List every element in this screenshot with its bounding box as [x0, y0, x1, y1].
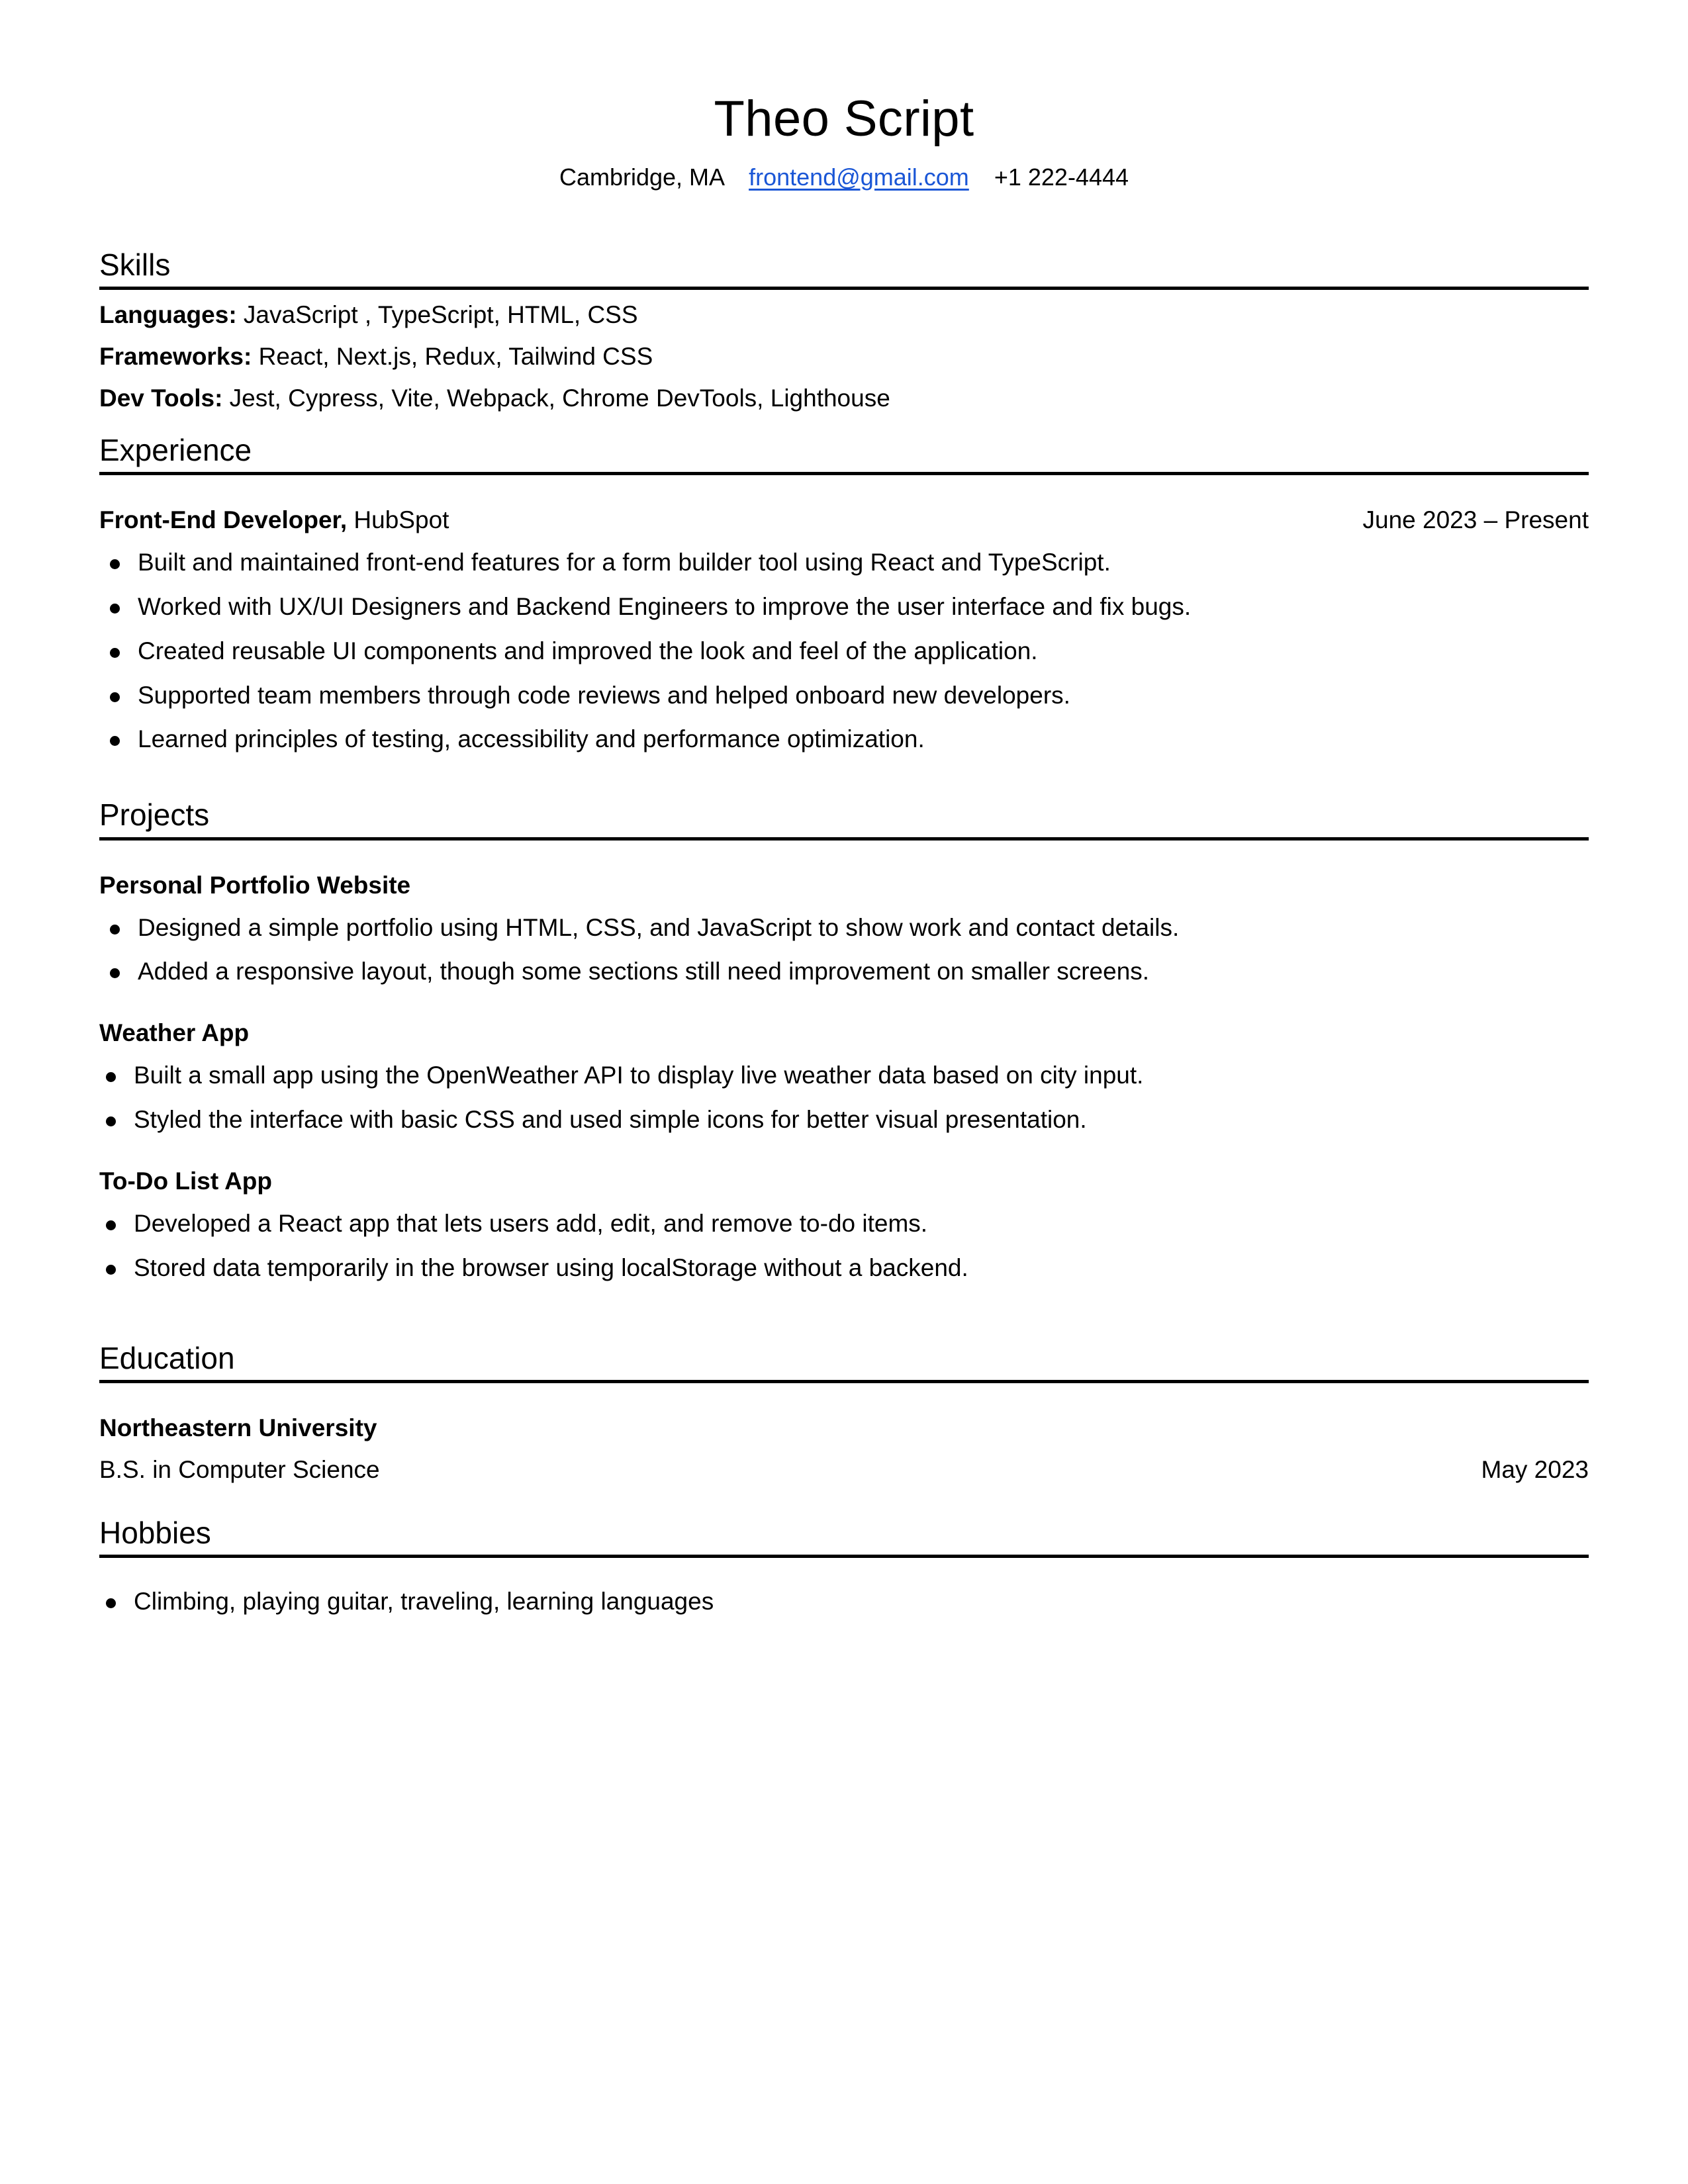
skills-value-languages: JavaScript , TypeScript, HTML, CSS: [236, 301, 638, 329]
section-heading-experience: Experience: [99, 432, 252, 467]
list-item: Built a small app using the OpenWeather API to display live weather data based on city input.: [99, 1060, 1589, 1092]
section-heading-education: Education: [99, 1340, 235, 1375]
list-item: Stored data temporarily in the browser using localStorage without a backend.: [99, 1252, 1589, 1285]
contact-location: Cambridge, MA: [559, 163, 724, 191]
skills-value-frameworks: React, Next.js, Redux, Tailwind CSS: [252, 343, 653, 371]
skills-label-languages: Languages:: [99, 301, 237, 329]
list-item: Built and maintained front-end features for a form builder tool using React and TypeScript.: [99, 547, 1589, 579]
spacer-hobbies-top: [99, 1558, 1589, 1575]
skills-label-devtools: Dev Tools:: [99, 384, 223, 412]
spacer-between-projects-1: [99, 988, 1589, 1017]
skills-value-devtools: Jest, Cypress, Vite, Webpack, Chrome DevTools, Lighthouse: [222, 384, 890, 412]
project-bullet-list-portfolio: [99, 912, 1589, 989]
education-degree-row: [99, 1454, 1589, 1486]
project-bullet-list-weather: [99, 1060, 1589, 1136]
spacer-after-experience: [99, 756, 1589, 797]
education-degree: B.S. in Computer Science: [99, 1455, 380, 1483]
contact-phone: +1 222-4444: [994, 163, 1129, 191]
experience-date: June 2023 – Present: [1362, 506, 1589, 533]
project-title-portfolio: Personal Portfolio Website: [99, 871, 411, 899]
list-item: Added a responsive layout, though some sections still need improvement on smaller screens.: [99, 956, 1589, 988]
email-link[interactable]: frontend@gmail.com: [749, 163, 969, 191]
resume-header: [99, 0, 1589, 191]
list-item: Climbing, playing guitar, traveling, learning languages: [99, 1586, 1589, 1618]
section-heading-hobbies: Hobbies: [99, 1515, 211, 1550]
skills-row-frameworks: [99, 341, 1589, 373]
spacer-experience-top: [99, 475, 1589, 504]
education-school: Northeastern University: [99, 1414, 377, 1442]
page-title: Theo Script: [714, 91, 974, 147]
section-projects: [99, 797, 1589, 1285]
section-education: [99, 1340, 1589, 1486]
project-bullet-list-todo: [99, 1208, 1589, 1285]
section-heading-projects: Projects: [99, 797, 210, 833]
experience-bullet-list: [99, 547, 1589, 756]
skills-row-devtools: [99, 383, 1589, 415]
skills-row-languages: [99, 299, 1589, 332]
section-experience: [99, 432, 1589, 756]
list-item: Developed a React app that lets users add, edit, and remove to-do items.: [99, 1208, 1589, 1240]
education-date: May 2023: [1481, 1455, 1589, 1483]
skills-label-frameworks: Frameworks:: [99, 343, 252, 371]
spacer-education-top: [99, 1383, 1589, 1412]
section-skills: [99, 247, 1589, 415]
project-title-todo: To-Do List App: [99, 1167, 272, 1195]
experience-company: HubSpot: [347, 506, 449, 533]
list-item: Created reusable UI components and improved the look and feel of the application.: [99, 635, 1589, 668]
section-hobbies: [99, 1515, 1589, 1618]
experience-entry-header: [99, 504, 1589, 536]
section-heading-skills: Skills: [99, 247, 171, 282]
spacer-after-projects: [99, 1285, 1589, 1340]
section-rule-skills: [99, 287, 1589, 290]
spacer-between-projects-2: [99, 1136, 1589, 1165]
list-item: Styled the interface with basic CSS and used simple icons for better visual presentation.: [99, 1104, 1589, 1136]
spacer-after-header: [99, 191, 1589, 247]
experience-title-company: [99, 504, 449, 536]
list-item: Worked with UX/UI Designers and Backend Engineers to improve the user interface and fix bugs.: [99, 591, 1589, 623]
spacer-after-education: [99, 1486, 1589, 1515]
list-item: Supported team members through code reviews and helped onboard new developers.: [99, 680, 1589, 712]
spacer-projects-top: [99, 841, 1589, 870]
list-item: Designed a simple portfolio using HTML, CSS, and JavaScript to show work and contact details.: [99, 912, 1589, 944]
contact-line: [99, 163, 1589, 191]
hobbies-bullet-list: [99, 1586, 1589, 1618]
experience-job-title: Front-End Developer,: [99, 506, 348, 533]
list-item: Learned principles of testing, accessibility and performance optimization.: [99, 723, 1589, 756]
spacer-after-skills: [99, 415, 1589, 432]
project-title-weather: Weather App: [99, 1019, 250, 1047]
